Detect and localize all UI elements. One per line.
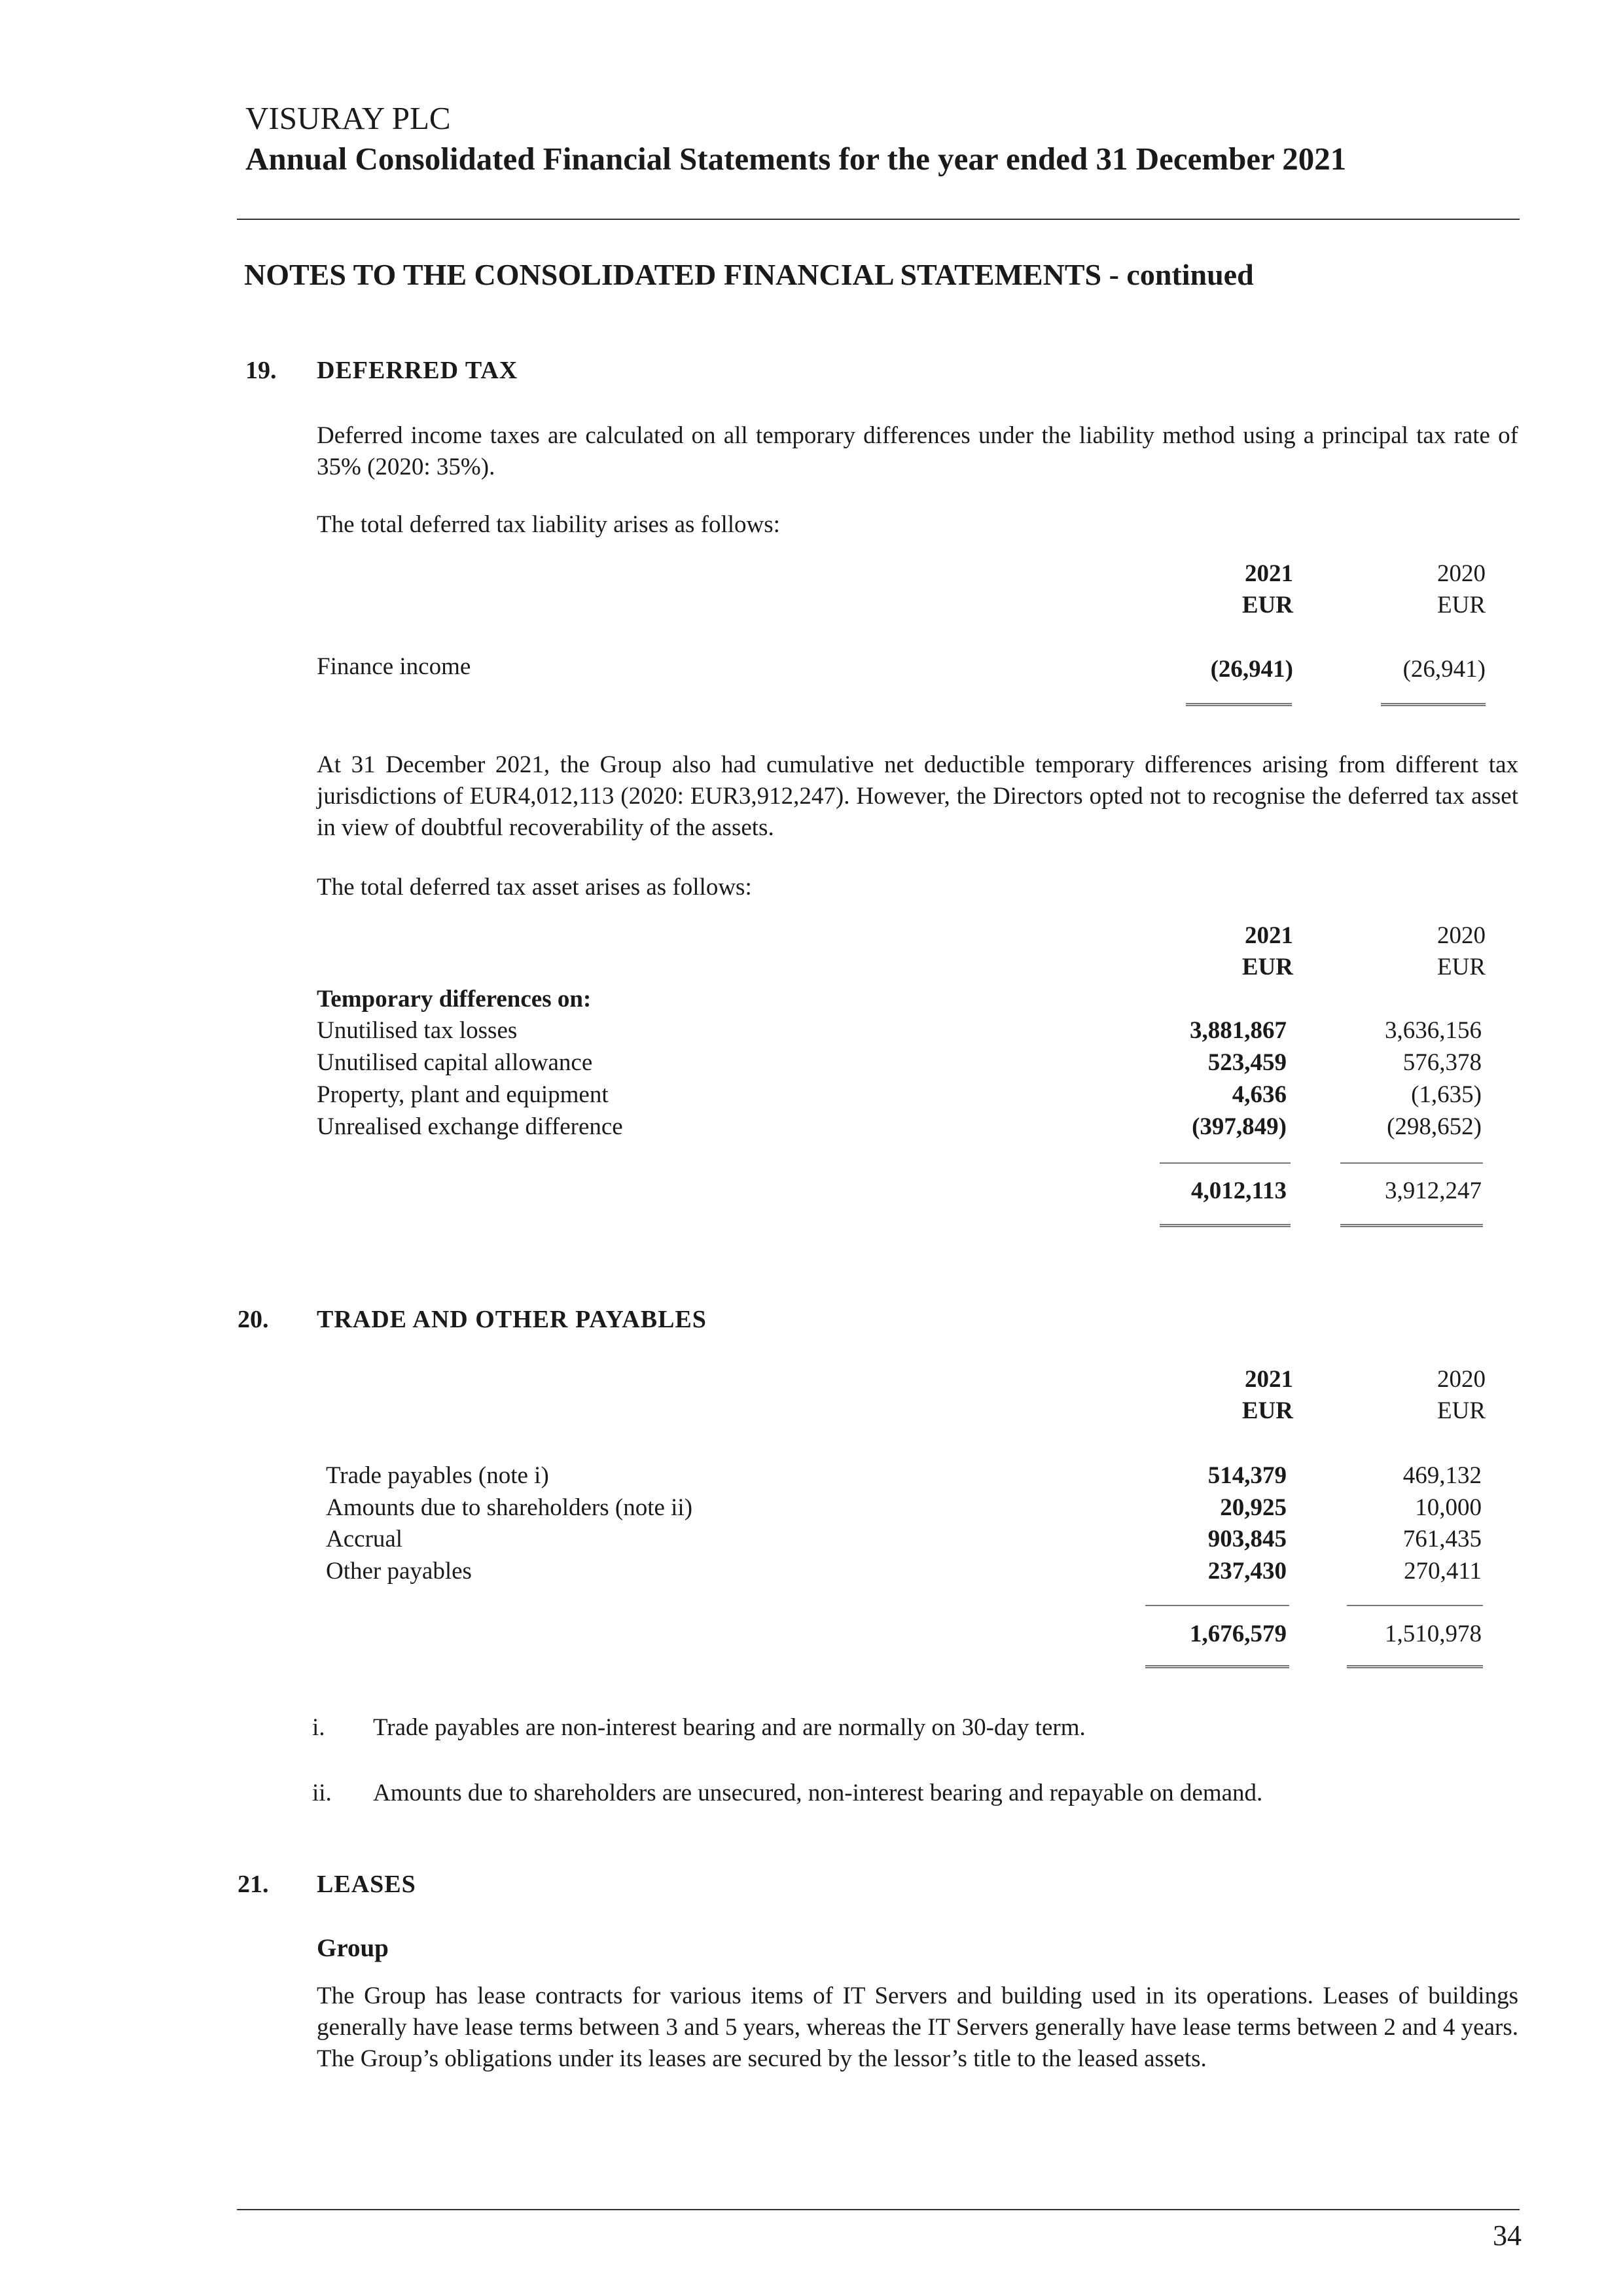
note-21-paragraph: The Group has lease contracts for various items of IT Servers and building used in its operations. Leases of buildings generally have lease terms between 3 and 5 years, whereas the IT Servers generally have lease terms between 2 and 4 years. The Group’s obligations under its leases are secured by the lessor’s title to the leased assets. — [317, 1982, 1518, 2072]
liability-currency-2021: EUR — [1241, 592, 1293, 619]
asset-intro: The total deferred tax asset arises as follows: — [317, 874, 752, 901]
payables-col-2021: 2021 — [1245, 1366, 1293, 1393]
payables-row-label: Accrual — [326, 1526, 403, 1552]
asset-subtotal-line-2020 — [1340, 1162, 1483, 1164]
liability-currency-2020: EUR — [1437, 592, 1486, 619]
payables-double-underline-2020 — [1347, 1665, 1483, 1668]
asset-row-label: Unrealised exchange difference — [317, 1113, 623, 1140]
asset-row-2020: (298,652) — [1387, 1113, 1482, 1140]
note-20-title: TRADE AND OTHER PAYABLES — [317, 1306, 707, 1333]
asset-row-label: Property, plant and equipment — [317, 1081, 609, 1108]
asset-double-underline-2020 — [1340, 1224, 1483, 1227]
notes-title: NOTES TO THE CONSOLIDATED FINANCIAL STATEMENTS - continued — [244, 258, 1254, 291]
asset-row-label: Unutilised tax losses — [317, 1017, 518, 1044]
asset-col-2020: 2020 — [1437, 922, 1486, 949]
asset-col-2021: 2021 — [1245, 922, 1293, 949]
report-title: Annual Consolidated Financial Statements for the year ended 31 December 2021 — [245, 141, 1347, 177]
liability-row-label: Finance income — [317, 653, 471, 680]
payables-total-2021: 1,676,579 — [1190, 1621, 1287, 1647]
payables-row-2021: 514,379 — [1207, 1462, 1287, 1489]
asset-double-underline-2021 — [1160, 1224, 1291, 1227]
asset-total-2020: 3,912,247 — [1385, 1177, 1482, 1204]
payables-subtotal-line-2021 — [1145, 1605, 1289, 1606]
asset-row-2021: 3,881,867 — [1190, 1017, 1287, 1044]
note-21-number: 21. — [238, 1871, 269, 1898]
note-21-title: LEASES — [317, 1871, 416, 1898]
asset-currency-2021: EUR — [1241, 954, 1293, 980]
liability-col-2020: 2020 — [1437, 560, 1486, 587]
payables-currency-2021: EUR — [1241, 1397, 1293, 1424]
footnote-marker: ii. — [312, 1780, 332, 1806]
header-rule — [237, 219, 1520, 220]
asset-row-2021: 523,459 — [1207, 1049, 1287, 1076]
payables-row-2021: 20,925 — [1220, 1494, 1287, 1521]
footer-rule — [237, 2209, 1520, 2210]
payables-subtotal-line-2020 — [1347, 1605, 1483, 1606]
payables-row-2020: 10,000 — [1415, 1494, 1482, 1521]
page-number: 34 — [1493, 2219, 1522, 2251]
asset-row-2020: 576,378 — [1402, 1049, 1482, 1076]
asset-row-2020: (1,635) — [1411, 1081, 1482, 1108]
payables-currency-2020: EUR — [1437, 1397, 1486, 1424]
payables-double-underline-2021 — [1145, 1665, 1289, 1668]
asset-row-label: Unutilised capital allowance — [317, 1049, 593, 1076]
footnote-text: Trade payables are non-interest bearing and are normally on 30-day term. — [373, 1714, 1086, 1741]
payables-row-2021: 237,430 — [1207, 1558, 1287, 1585]
liability-col-2021: 2021 — [1245, 560, 1293, 587]
liability-row-2021: (26,941) — [1210, 656, 1293, 683]
asset-paragraph: At 31 December 2021, the Group also had cumulative net deductible temporary differences arising from different tax jurisdictions of EUR4,012,113 (2020: EUR3,912,247). However, the Directors opted not to recognise the deferred tax asset in view of doubtful recoverability of the assets. — [317, 751, 1518, 841]
liability-intro: The total deferred tax liability arises as follows: — [317, 511, 780, 538]
company-name: VISURAY PLC — [245, 100, 451, 136]
payables-row-2020: 270,411 — [1404, 1558, 1482, 1585]
asset-currency-2020: EUR — [1437, 954, 1486, 980]
asset-heading: Temporary differences on: — [317, 986, 592, 1013]
payables-total-2020: 1,510,978 — [1385, 1621, 1482, 1647]
liability-row-2020: (26,941) — [1402, 656, 1486, 683]
payables-row-label: Trade payables (note i) — [326, 1462, 549, 1489]
footnote-marker: i. — [312, 1714, 325, 1741]
note-19-title: DEFERRED TAX — [317, 357, 518, 384]
payables-col-2020: 2020 — [1437, 1366, 1486, 1393]
asset-row-2021: 4,636 — [1232, 1081, 1287, 1108]
asset-subtotal-line-2021 — [1160, 1162, 1291, 1164]
payables-row-2020: 761,435 — [1402, 1526, 1482, 1552]
liability-double-underline-2020 — [1381, 703, 1486, 706]
note-19-number: 19. — [245, 357, 277, 384]
note-19-intro: Deferred income taxes are calculated on all temporary differences under the liability method using a principal tax rate of 35% (2020: 35%). — [317, 422, 1518, 480]
note-21-subheading: Group — [317, 1934, 389, 1962]
payables-row-2020: 469,132 — [1402, 1462, 1482, 1489]
liability-double-underline-2021 — [1186, 703, 1292, 706]
payables-row-2021: 903,845 — [1207, 1526, 1287, 1552]
footnote-text: Amounts due to shareholders are unsecured, non-interest bearing and repayable on demand. — [373, 1780, 1263, 1806]
note-20-number: 20. — [238, 1306, 269, 1333]
asset-total-2021: 4,012,113 — [1191, 1177, 1287, 1204]
payables-row-label: Amounts due to shareholders (note ii) — [326, 1494, 693, 1521]
asset-row-2020: 3,636,156 — [1385, 1017, 1482, 1044]
asset-row-2021: (397,849) — [1192, 1113, 1287, 1140]
payables-row-label: Other payables — [326, 1558, 472, 1585]
